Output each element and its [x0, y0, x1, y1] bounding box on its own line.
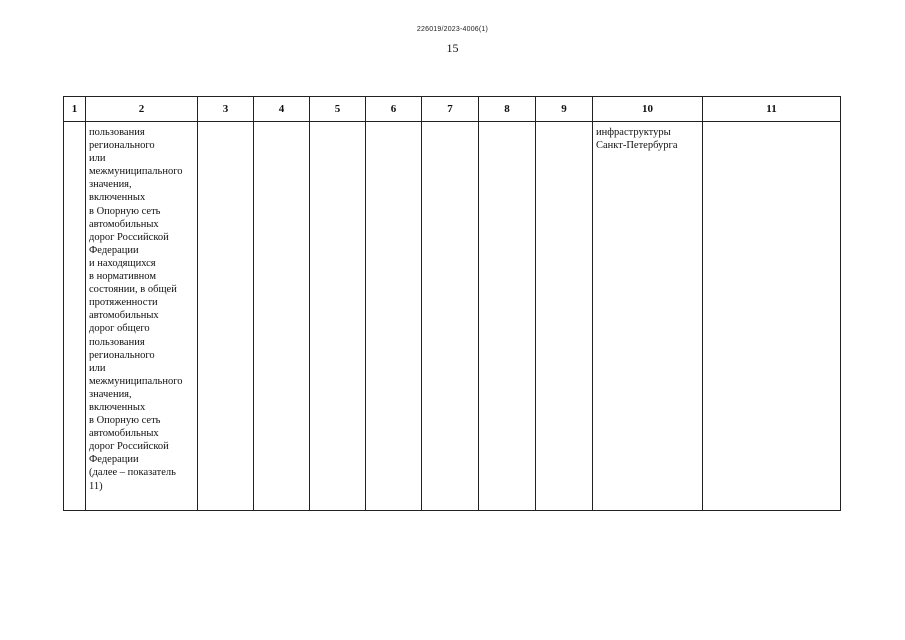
table-row — [64, 122, 841, 511]
column-header-2: 2 — [86, 97, 198, 122]
indicator-description: пользования регионального или межмуниципального значения, включенных в Опорную сеть автомобильных дорог Российской Федерации и находящихся в нормативном состоянии, в общей протяженности автомобильных дорог общего пользования регионального или межмуниципального значения, включенных в Опорную сеть автомобильных дорог Российской Федерации (далее – показатель 11) — [89, 127, 183, 492]
column-header-11: 11 — [703, 97, 841, 122]
cell-text — [703, 122, 840, 126]
page-number: 15 — [446, 41, 459, 55]
column-header-10: 10 — [593, 97, 703, 122]
column-header-4: 4 — [254, 97, 310, 122]
cell-text — [479, 122, 535, 126]
column-header-5: 5 — [310, 97, 366, 122]
cell-text — [198, 122, 253, 126]
column-header-7: 7 — [422, 97, 479, 122]
cell-col-4 — [254, 122, 310, 511]
cell-col-10 — [593, 122, 703, 511]
cell-col-9 — [536, 122, 593, 511]
column-header-1: 1 — [64, 97, 86, 122]
responsible-body-text: инфраструктуры Санкт-Петербурга — [596, 127, 678, 152]
cell-text — [254, 122, 309, 126]
cell-col-2 — [86, 122, 198, 511]
column-header-6: 6 — [366, 97, 422, 122]
column-header-8: 8 — [479, 97, 536, 122]
table-header-row — [64, 97, 841, 122]
cell-col-5 — [310, 122, 366, 511]
cell-col-11 — [703, 122, 841, 511]
cell-text — [366, 122, 421, 126]
cell-text — [422, 122, 478, 126]
cell-text — [310, 122, 365, 126]
cell-col-6 — [366, 122, 422, 511]
column-header-9: 9 — [536, 97, 593, 122]
cell-text — [536, 122, 592, 126]
cell-col-1 — [64, 122, 86, 511]
cell-col-7 — [422, 122, 479, 511]
data-table — [63, 96, 841, 511]
cell-text — [64, 122, 85, 126]
cell-col-3 — [198, 122, 254, 511]
cell-col-8 — [479, 122, 536, 511]
column-header-3: 3 — [198, 97, 254, 122]
document-id: 226019/2023-4006(1) — [416, 26, 489, 33]
